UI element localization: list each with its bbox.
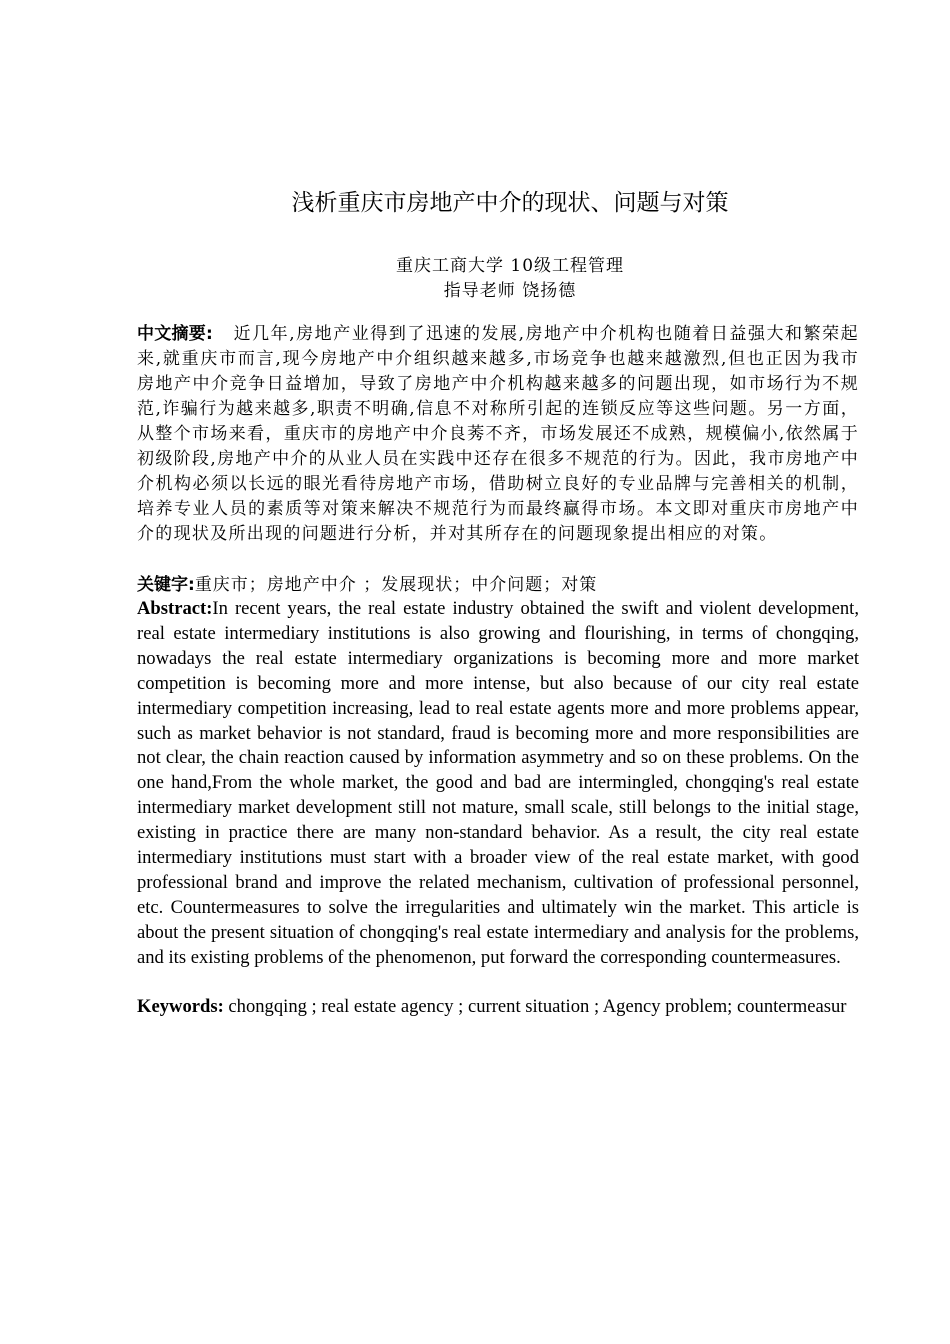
english-abstract (137, 597, 859, 971)
chinese-keywords (137, 573, 859, 598)
chinese-abstract-label: 中文摘要: (137, 324, 213, 344)
english-abstract-label: Abstract: (137, 598, 213, 619)
chinese-abstract-text: 近几年,房地产业得到了迅速的发展,房地产中介机构也随着日益强大和繁荣起来,就重庆市而言,现今房地产中介组织越来越多,市场竞争也越来越激烈,但也正因为我市房地产中介竞争日益增加，导致了房地产中介机构越来越多的问题出现，如市场行为不规范,诈骗行为越来越多,职责不明确,信息不对称所引起的连锁反应等这些问题。另一方面，从整个市场来看，重庆市的房地产中介良莠不齐，市场发展还不成熟，规模偏小,依然属于初级阶段,房地产中介的从业人员在实践中还存在很多不规范的行为。因此，我市房地产中介机构必须以长远的眼光看待房地产市场，借助树立良好的专业品牌与完善相关的机制，培养专业人员的素质等对策来解决不规范行为而最终赢得市场。本文即对重庆市房地产中介的现状及所出现的问题进行分析，并对其所存在的问题现象提出相应的对策。 (137, 324, 859, 544)
chinese-abstract (137, 322, 859, 547)
english-keywords (137, 995, 859, 1020)
english-keywords-label: Keywords: (137, 996, 224, 1017)
chinese-keywords-text: 重庆市；房地产中介 ；发展现状；中介问题；对策 (194, 575, 598, 595)
page-title: 浅析重庆市房地产中介的现状、问题与对策 (291, 190, 729, 216)
english-keywords-text: chongqing ; real estate agency ; current situation ; Agency problem; countermeasur (223, 996, 847, 1017)
english-abstract-text: In recent years, the real estate industry obtained the swift and violent development, real estate intermediary institutions is also growing and flourishing, in terms of chongqing, nowadays the real estate intermediary organizations is becoming more and more market competition is becoming more and more intense, but also because of our city real estate intermediary competition increasing, lead to real estate agents more and more problems appear, such as market behavior is not standard, fraud is becoming more and more responsibilities are not clear, the chain reaction caused by information asymmetry and so on these problems. On the one hand,From the whole market, the good and bad are intermingled, chongqing's real estate intermediary market development still not mature, small scale, still belongs to the initial stage, existing in practice there are many non-standard behavior. As a result, the city real estate intermediary institutions must start with a broader view of the real estate market, with good professional brand and improve the related mechanism, cultivation of professional personnel, etc. Countermeasures to solve the irregularities and ultimately win the market. This article is about the present situation of chongqing's real estate intermediary and analysis for the problems, and its existing problems of the phenomenon, put forward the corresponding countermeasures. (137, 598, 859, 968)
advisor-line: 指导老师 饶扬德 (443, 281, 577, 301)
author-line: 重庆工商大学 10级工程管理 (395, 256, 625, 276)
chinese-keywords-label: 关键字: (137, 575, 195, 595)
